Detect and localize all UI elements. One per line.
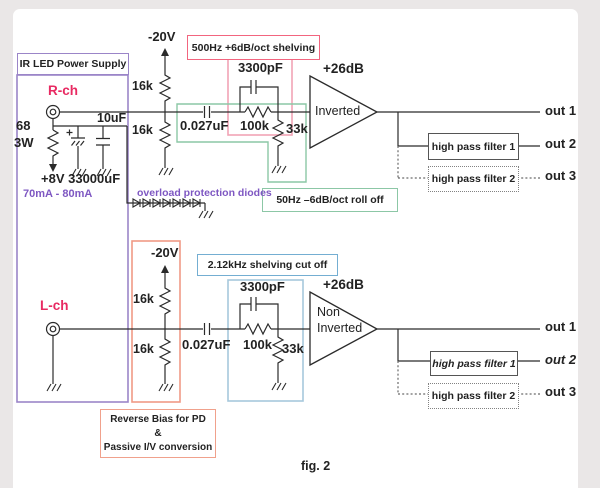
out1-label-r: out 1 [545, 103, 577, 118]
shelf-cap-label-l: 3300pF [240, 279, 285, 294]
ground-icon [199, 211, 213, 218]
hp-filter1-box-r: high pass filter 1 [428, 133, 519, 160]
gain-label-r: +26dB [323, 61, 364, 76]
shelving-note-box-r: 500Hz +6dB/oct shelving [187, 35, 320, 60]
current-range-label: 70mA - 80mA [23, 188, 93, 200]
bias-r-lower-label-r: 16k [132, 123, 153, 137]
hp-filter2-box-l: high pass filter 2 [428, 383, 519, 409]
bias-r-upper-label-r: 16k [132, 79, 153, 93]
out2-label-r: out 2 [545, 136, 577, 151]
channel-name-r: R-ch [48, 83, 78, 98]
shelf-cap-label-r: 3300pF [238, 60, 283, 75]
photodiode-connector-r [47, 106, 60, 119]
neg-rail-label-l: -20V [151, 245, 179, 260]
photodiode-connector-l [47, 323, 60, 336]
out2-label-l: out 2 [545, 352, 577, 367]
hp-filter2-box-r: high pass filter 2 [428, 166, 519, 192]
channel-name-l: L-ch [40, 298, 69, 313]
bias-note-line1: Reverse Bias for PD [110, 413, 206, 425]
feedback-resistor-r [245, 107, 271, 117]
coupling-cap-l [205, 323, 210, 335]
ground-icon [159, 168, 173, 175]
neg-rail-arrow-r [161, 48, 169, 56]
coupling-cap-label-l: 0.027uF [182, 337, 231, 352]
bias-r-lower-label-l: 16k [133, 342, 154, 356]
shelving-note-box-l: 2.12kHz shelving cut off [197, 254, 338, 276]
coupling-cap-label-r: 0.027uF [180, 118, 229, 133]
film-cap-label: 10uF [97, 111, 127, 125]
bias-note-line3: Passive I/V conversion [103, 441, 213, 453]
gain-label-l: +26dB [323, 277, 364, 292]
reverse-bias-note-box [100, 409, 216, 458]
ground-icon [47, 384, 61, 391]
feedback-resistor-l [245, 324, 271, 334]
film-cap-10uF [96, 126, 110, 169]
amp-mode-label-l-line2: Inverted [317, 321, 363, 335]
out3-label-l: out 3 [545, 384, 577, 399]
ground-icon [272, 166, 286, 173]
out3-label-r: out 3 [545, 168, 577, 183]
neg-rail-arrow-l [161, 265, 169, 273]
protection-diodes-label: overload protection diodes [137, 187, 272, 199]
figure-caption: fig. 2 [301, 459, 331, 473]
shunt-r-label-r: 33k [286, 121, 308, 136]
rail-and-cap-label: +8V 33000uF [41, 171, 121, 186]
shelf-cap-r [240, 80, 278, 112]
ground-icon [272, 383, 286, 390]
bias-r-upper-label-l: 16k [133, 292, 154, 306]
amp-mode-label-r: Inverted [315, 104, 361, 118]
ground-icon [159, 384, 173, 391]
series-resistor-power-label: 3W [14, 135, 34, 150]
shunt-resistor-r [273, 112, 283, 166]
photodiode-connector-l-inner [50, 326, 56, 332]
feedback-r-label-l: 100k [243, 337, 272, 352]
shunt-r-label-l: 33k [282, 341, 304, 356]
electrolytic-cap-33000uF [67, 126, 86, 169]
bias-note-line2: & [154, 427, 162, 439]
feedback-r-label-r: 100k [240, 118, 269, 133]
shelf-cap-l [240, 297, 278, 329]
amp-mode-label-l-line1: Non [317, 305, 340, 319]
reverse-bias-section-box [132, 241, 180, 402]
shunt-resistor-l [273, 329, 283, 383]
psu-title-box: IR LED Power Supply [17, 53, 129, 75]
coupling-cap-r [205, 106, 210, 118]
photodiode-connector-r-inner [50, 109, 56, 115]
series-resistor-label: 68 [16, 118, 31, 133]
hp-filter1-box-l: high pass filter 1 [430, 351, 518, 376]
series-resistor-68 [48, 130, 58, 164]
rolloff-note-box-r: 50Hz –6dB/oct roll off [262, 188, 398, 212]
neg-rail-label-r: -20V [148, 29, 176, 44]
rolloff-section-box-r [177, 104, 306, 182]
out1-label-l: out 1 [545, 319, 577, 334]
